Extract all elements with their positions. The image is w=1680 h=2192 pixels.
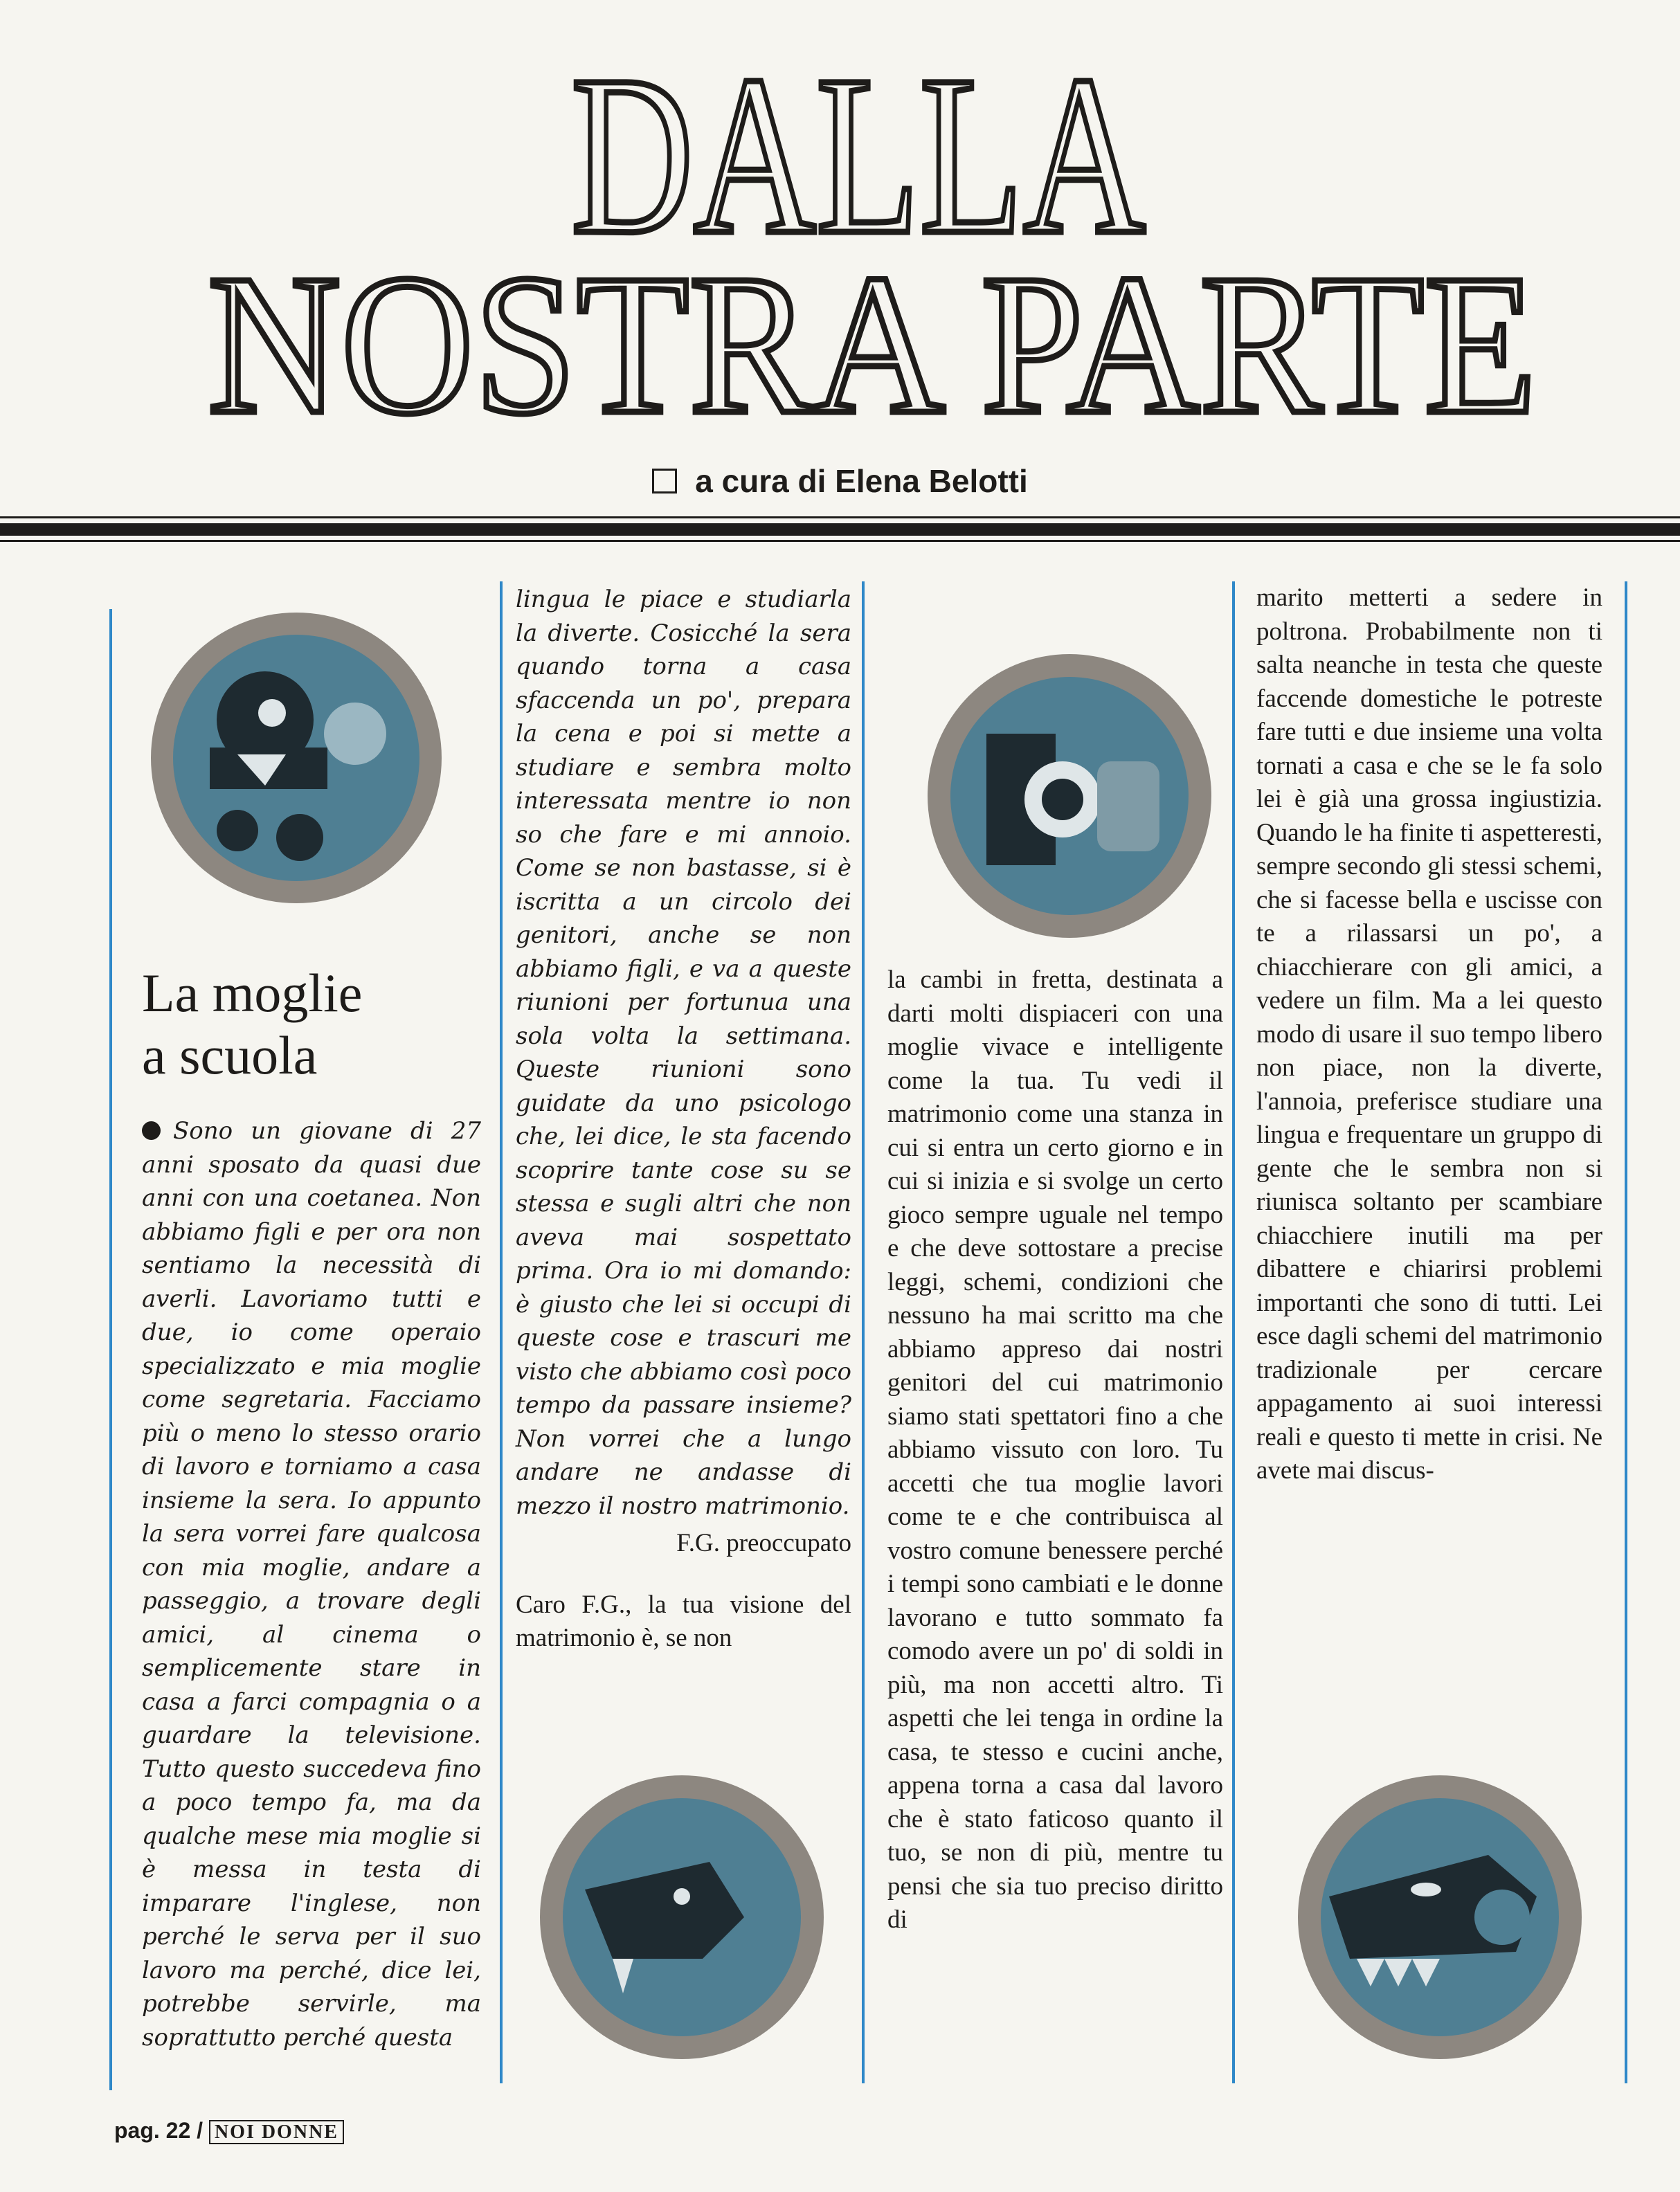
emblem-jaguar-icon bbox=[147, 609, 445, 907]
page-number: pag. 22 / bbox=[114, 2118, 204, 2143]
column-3 bbox=[887, 963, 1223, 1937]
letter-text: Sono un giovane di 27 anni sposato da quasi due anni con una coetanea. Non abbiamo figli e per ora non sentiamo la necessità di averli. Lavoriamo tutti e due, io come operaio specializzato e mia moglie come segretaria. Facciamo più o meno lo stesso orario di lavoro e torniamo a casa insieme la sera. Io appunto la sera vorrei fare qualcosa con mia moglie, andare a passeggio, a trovare degli amici, al cinema o semplicemente stare in casa a farci compagnia o a guardare la televisione. Tutto questo succedeva fino a poco tempo fa, ma da qualche mese mia moglie si è messa in testa di imparare l'inglese, non perché le serva per il suo lavoro ma perché, dice lei, potrebbe servirle, ma soprattutto perché questa bbox=[142, 1117, 481, 2051]
round-bullet-icon bbox=[142, 1121, 161, 1140]
emblem-glyph-icon bbox=[924, 651, 1215, 941]
column-rule bbox=[862, 581, 865, 2083]
column-rule bbox=[500, 581, 503, 2083]
article-headline: La moglie a scuola bbox=[142, 963, 363, 1085]
editor-credit: a cura di Elena Belotti bbox=[0, 462, 1680, 500]
column-rule bbox=[1625, 581, 1627, 2083]
page-footer bbox=[114, 2118, 344, 2144]
letter-signature: F.G. preoccupato bbox=[676, 1529, 851, 1557]
square-bullet-icon bbox=[652, 469, 677, 493]
emblem-serpent-icon bbox=[536, 1772, 827, 2063]
column-rule bbox=[1232, 581, 1235, 2083]
column-2 bbox=[516, 583, 851, 1656]
emblem-dragon-icon bbox=[1294, 1772, 1585, 2063]
masthead-line-1: DALLA bbox=[571, 29, 1146, 282]
column-1 bbox=[142, 962, 481, 2054]
masthead-title bbox=[0, 0, 1680, 457]
letter-text-continued: lingua le piace e studiarla la diverte. Cosicché la sera quando torna a casa sfaccenda un po', prepara la cena e poi si mette a studiare e sembra molto interessata mentre io non so che fare e mi annoio. Come se non bastasse, si è iscritta a un circolo dei genitori, anche se non abbiamo figli, e va a queste riunioni per fortunua una sola volta la settimana. Queste riunioni sono guidate da uno psicologo che, lei dice, le sta facendo scoprire tante cose su se stessa e sugli altri che non aveva mai sospettato prima. Ora io mi domando: è giusto che lei si occupi di queste cose e trascuri me visto che abbiamo così poco tempo da passare insieme? Non vorrei che a lungo andare ne andasse di mezzo il nostro matrimonio. bbox=[516, 586, 851, 1520]
magazine-logo: NOI DONNE bbox=[209, 2120, 344, 2144]
column-4 bbox=[1256, 581, 1602, 1488]
masthead-line-2: NOSTRA PARTE bbox=[208, 233, 1537, 455]
header-rule bbox=[0, 512, 1680, 548]
column-rule bbox=[109, 609, 112, 2090]
reply-text-continued: marito metterti a sedere in poltrona. Probabilmente non ti salta neanche in testa che queste faccende domestiche le potreste fare tutti e due insieme una volta tornati a casa e che se le fa solo lei è già una grossa ingiustizia. Quando le ha finite ti aspetteresti, sempre secondo gli stessi schemi, che si facesse bella e uscisse con te a rilassarsi un po', a chiacchierare con gli amici, a vedere un film. Ma a lei questo modo di usare il suo tempo libero non piace, non la diverte, l'annoia, preferisce studiare una lingua e frequentare un gruppo di gente che le sembra non si riunisca soltanto per scambiare chiacchiere inutili ma per dibattere e chiarirsi problemi importanti che sono di tutti. Lei esce dagli schemi del matrimonio tradizionale per cercare appagamento ai suoi interessi reali e questo ti mette in crisi. Ne avete mai discus- bbox=[1256, 583, 1602, 1485]
reply-text: Caro F.G., la tua visione del matrimonio è, se non bbox=[516, 1590, 851, 1652]
reply-text-continued: la cambi in fretta, destinata a darti molti dispiaceri con una moglie vivace e intelligente come la tua. Tu vedi il matrimonio come una stanza in cui si entra un certo giorno e in cui si inizia e si svolge un certo gioco sempre uguale nel tempo e che deve sottostare a precise leggi, schemi, condizioni che nessuno ha mai scritto ma che abbiamo appreso dai nostri genitori del cui matrimonio siamo stati spettatori fino a che abbiamo vissuto con loro. Tu accetti che tua moglie lavori come te e che contribuisca al vostro comune benessere perché i tempi sono cambiati e le donne lavorano e tutto sommato fa comodo avere un po' di soldi in più, ma non accetti altro. Ti aspetti che lei tenga in ordine la casa, te stesso e cucini anche, appena torna a casa dal lavoro che è stato faticoso quanto il tuo, se non di più, mentre tu pensi che sia tuo preciso diritto di bbox=[887, 966, 1223, 1934]
